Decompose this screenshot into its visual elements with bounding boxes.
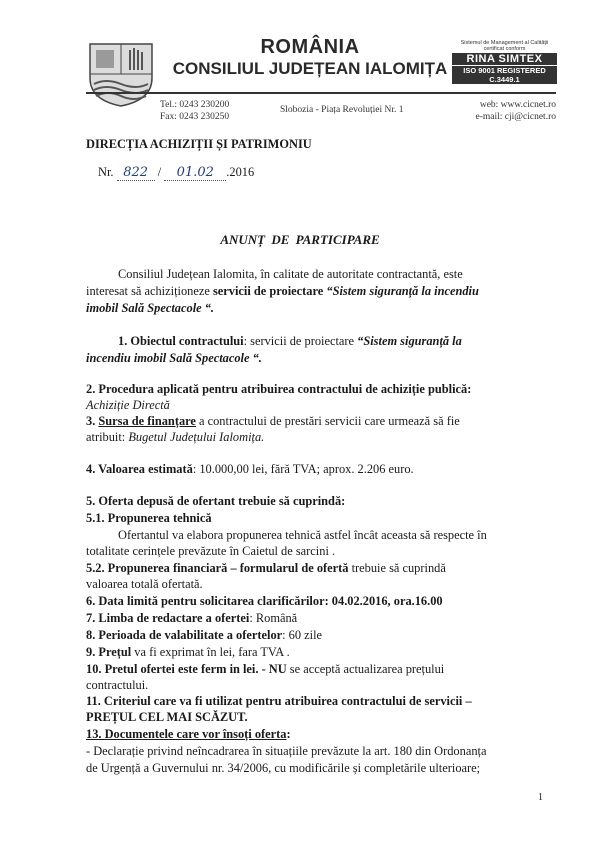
website: web: www.cicnet.ro: [479, 100, 556, 110]
cert-line-2: certificat conform: [483, 46, 526, 52]
section-1-text: : servicii de proiectare: [243, 334, 358, 348]
nr-label: Nr.: [98, 165, 114, 179]
date-handwritten: 01.02: [164, 165, 226, 181]
section-3-text: a contractului de prestări servicii care urmează să fie: [195, 414, 460, 428]
section-9-heading: 9. Prețul: [86, 645, 132, 659]
page-number: 1: [538, 792, 543, 803]
section-4-value: : 10.000,00 lei, fără TVA; aprox. 2.206 euro.: [192, 462, 414, 476]
section-11-line-1: 11. Criteriul care va fi utilizat pentru atribuirea contractului de servicii –: [86, 694, 472, 708]
section-3-line-2: [86, 430, 264, 445]
directorate-name: DIRECȚIA ACHIZIȚII ȘI PATRIMONIU: [86, 137, 312, 151]
section-8-value: : 60 zile: [282, 628, 323, 642]
section-1-line-1: [118, 334, 462, 349]
section-4-heading: 4. Valoarea estimată: [86, 462, 193, 476]
intro-line-1: Consiliul Județean Ialomita, în calitate de autoritate contractantă, este: [118, 267, 463, 281]
section-13-heading: 13. Documentele care vor însoți oferta: [86, 727, 287, 741]
cert-registration: ISO 9001 REGISTERED C.3449.1: [452, 66, 557, 84]
intro-line-3: imobil Sală Spectacole “.: [86, 301, 215, 315]
section-5-2-heading: 5.2. Propunerea financiară – formularul de ofertă: [86, 561, 349, 575]
cert-line-1: Sistemul de Management al Calității: [460, 40, 549, 46]
section-13-line-2: de Urgență a Guvernului nr. 34/2006, cu modificările și completările ulterioare;: [86, 761, 481, 775]
section-13-heading-line: [86, 727, 291, 742]
section-7: [86, 611, 297, 626]
section-7-heading: 7. Limba de redactare a ofertei: [86, 611, 250, 625]
section-1-heading: 1. Obiectul contractului: [118, 334, 244, 348]
section-7-value: : Română: [249, 611, 298, 625]
section-3-number: 3.: [86, 414, 99, 428]
iso-certification-badge: [452, 40, 557, 84]
section-13-line-1: - Declarație privind neîncadrarea în situațiile prevăzute la art. 180 din Ordonanța: [86, 744, 487, 758]
section-8: [86, 628, 322, 643]
section-1-line-2: incendiu imobil Sală Spectacole “.: [86, 351, 262, 365]
section-9: [86, 645, 290, 660]
section-1-project: “Sistem siguranță la: [357, 334, 462, 348]
section-4: [86, 462, 414, 477]
nr-handwritten: 822: [117, 165, 155, 181]
header-divider: [86, 92, 556, 94]
section-5-1-line-1: Ofertantul va elabora propunerea tehnică astfel încât aceasta să respecte în: [118, 528, 487, 542]
document-title: ANUNȚ DE PARTICIPARE: [220, 232, 380, 247]
section-5-heading: 5. Oferta depusă de ofertant trebuie să cuprindă:: [86, 494, 346, 508]
intro-line-2: [86, 284, 479, 299]
fax-number: Fax: 0243 230250: [160, 112, 230, 122]
section-10-line-1: [86, 662, 444, 677]
section-11-line-2: PREȚUL CEL MAI SCĂZUT.: [86, 710, 248, 724]
phone-number: Tel.: 0243 230200: [160, 100, 230, 110]
section-8-heading: 8. Perioada de valabilitate a ofertelor: [86, 628, 283, 642]
email-address: e-mail: cji@cicnet.ro: [475, 112, 556, 122]
year: .2016: [226, 165, 255, 179]
section-10-heading: 10. Pretul ofertei este ferm in lei. - NU: [86, 662, 287, 676]
section-13-colon: :: [286, 727, 291, 741]
phone-block: [160, 99, 229, 123]
section-3-line-1: [86, 414, 460, 429]
section-5-2-text: trebuie să cuprindă: [348, 561, 446, 575]
section-5-2-line-1: [86, 561, 446, 576]
section-2-heading: 2. Procedura aplicată pentru atribuirea contractului de achiziție publică:: [86, 382, 472, 396]
section-5-1-heading: 5.1. Propunerea tehnică: [86, 511, 212, 525]
date-separator: /: [157, 165, 162, 179]
section-3-heading: Sursa de finanțare: [98, 414, 196, 428]
county-coat-of-arms: [86, 40, 156, 108]
intro-project-name: “Sistem siguranță la incendiu: [326, 284, 479, 298]
section-2-value: Achiziție Directă: [86, 398, 170, 412]
online-contact: [458, 99, 556, 123]
postal-address: Slobozia - Piața Revoluției Nr. 1: [280, 105, 404, 115]
section-3-budget: Bugetul Județului Ialomița.: [128, 430, 265, 444]
header-country: ROMÂNIA: [260, 36, 360, 58]
section-9-text: va fi exprimat în lei, fara TVA .: [131, 645, 290, 659]
intro-text: interesat să achiziționeze: [86, 284, 213, 298]
section-10-text: se acceptă actualizarea prețului: [286, 662, 445, 676]
cert-brand: RINA SIMTEX: [452, 53, 557, 65]
intro-service: servicii de proiectare: [212, 284, 327, 298]
section-5-2-line-2: valoarea totală ofertată.: [86, 577, 203, 591]
section-5-1-line-2: totalitate cerințele prevăzute în Caietul de sarcini .: [86, 544, 336, 558]
header-council-name: CONSILIUL JUDEȚEAN IALOMIȚA: [172, 59, 448, 78]
section-3-label: atribuit:: [86, 430, 129, 444]
registration-number: [98, 165, 254, 181]
section-10-line-2: contractului.: [86, 678, 149, 692]
section-6: 6. Data limită pentru solicitarea clarificărilor: 04.02.2016, ora.16.00: [86, 594, 443, 608]
